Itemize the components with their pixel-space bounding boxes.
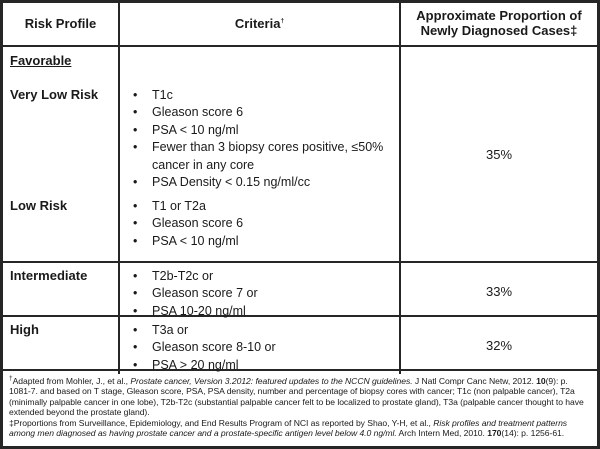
bullet-item: • Gleason score 8-10 or — [133, 339, 391, 356]
bullet-item: • Gleason score 6 — [133, 104, 391, 121]
header-risk-profile-label: Risk Profile — [24, 15, 97, 31]
intermediate-label-cell — [3, 263, 118, 320]
low-risk-criteria-cell — [118, 195, 399, 261]
very-low-risk-bullet-list — [120, 87, 399, 191]
very-low-risk-criteria-cell — [118, 47, 399, 195]
bullet-item: • PSA < 10 ng/ml — [133, 233, 391, 250]
group-label-favorable: Favorable — [10, 53, 72, 68]
bullet-item: • PSA Density < 0.15 ng/ml/cc — [133, 174, 391, 191]
bullet-item: • T3a or — [133, 322, 391, 339]
bullet-item: • Fewer than 3 biopsy cores positive, ≤50% cancer in any core — [133, 139, 391, 174]
bullet-item: • Gleason score 6 — [133, 215, 391, 232]
dagger-superscript: † — [9, 375, 13, 382]
high-proportion-cell — [399, 317, 597, 374]
header-criteria-label: Criteria† — [234, 15, 285, 31]
label-high: High — [10, 322, 39, 337]
footnotes — [3, 369, 597, 446]
proportion-value: 32% — [485, 338, 513, 354]
header-proportion — [399, 3, 597, 45]
bullet-item: • PSA 10-20 ng/ml — [133, 303, 391, 320]
low-risk-bullet-list — [120, 198, 399, 250]
intermediate-criteria-cell — [118, 263, 399, 320]
high-row — [3, 315, 597, 372]
bullet-item: • PSA < 10 ng/ml — [133, 122, 391, 139]
label-intermediate: Intermediate — [10, 268, 88, 283]
proportion-value: 33% — [485, 284, 513, 300]
proportion-value: 35% — [485, 146, 513, 162]
intermediate-row — [3, 261, 597, 318]
header-risk-profile — [3, 3, 118, 45]
bullet-item: • T2b-T2c or — [133, 268, 391, 285]
high-label-cell — [3, 317, 118, 374]
label-very-low-risk: Very Low Risk — [10, 87, 99, 102]
favorable-row — [3, 45, 597, 261]
favorable-proportion-cell — [399, 47, 597, 261]
bullet-item: • Gleason score 7 or — [133, 285, 391, 302]
footnote-1: †Adapted from Mohler, J., et al., Prostate cancer, Version 3.2012: featured updates to the NCCN guidelines. J Natl Compr Canc Netw, 2012. 10(9): p. 1081-7. and based on T stage, Gleason score, PSA, PSA density, number and percentage of biopsy cores with cancer; T1c (non palpable cancer), T2a (minimally palpable cancer in one lobe), T2b-T2c (substantial palpable cancer felt to be localized to prostate gland), T3a (palpable cancer thought to have extended beyond the prostate gland). — [9, 375, 584, 418]
high-criteria-cell — [118, 317, 399, 374]
label-low-risk: Low Risk — [10, 198, 68, 213]
footnote-2: ‡Proportions from Surveillance, Epidemiology, and End Results Program of NCI as reported by Shao, Y-H, et al., Risk profiles and treatment patterns among men diagnosed as having prostate cancer and a prostate-specific antigen level below 4.0 ng/ml. Arch Intern Med, 2010. 170(14): p. 1256-61. — [9, 417, 568, 439]
low-risk-label-cell — [3, 195, 118, 261]
dagger-superscript: † — [280, 17, 285, 25]
bullet-item: • T1c — [133, 87, 391, 104]
high-bullet-list — [120, 322, 399, 374]
intermediate-proportion-cell — [399, 263, 597, 320]
header-row — [3, 3, 597, 45]
bullet-item: • PSA > 20 ng/ml — [133, 357, 391, 374]
intermediate-bullet-list — [120, 268, 399, 320]
header-proportion-label: Approximate Proportion of Newly Diagnosed Cases‡ — [416, 8, 582, 38]
header-criteria — [118, 3, 399, 45]
favorable-labels-cell — [3, 47, 118, 195]
bullet-item: • T1 or T2a — [133, 198, 391, 215]
